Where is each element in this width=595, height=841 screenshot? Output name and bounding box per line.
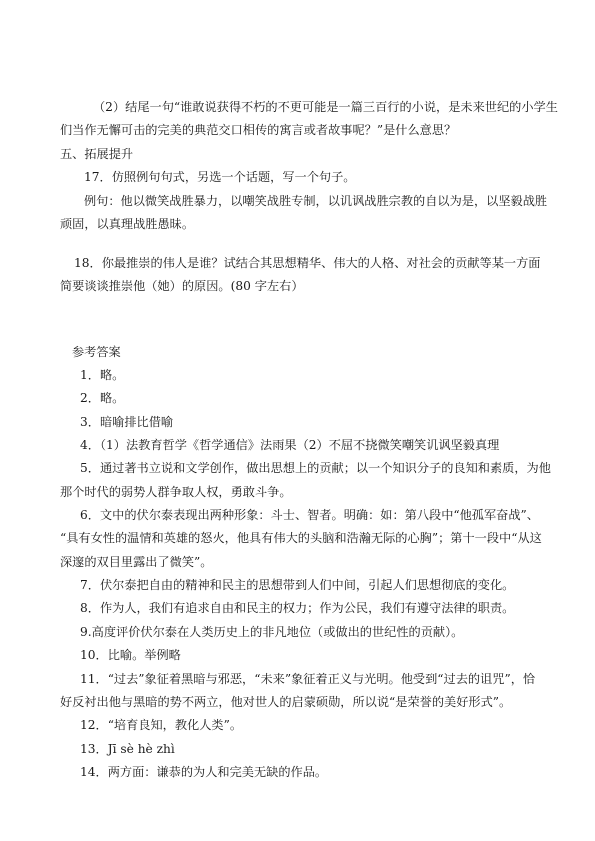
answer-6-line-3: 深邃的双目里露出了微笑”。 — [60, 555, 213, 569]
answer-10: 10．比喻。举例略 — [80, 648, 181, 662]
answer-12: 12．“培育良知，教化人类”。 — [80, 718, 243, 732]
section-5-title: 五、拓展提升 — [60, 147, 134, 161]
answers-title: 参考答案 — [72, 345, 121, 359]
question-18-line-2: 简要谈谈推崇他（她）的原因。(80 字左右） — [60, 279, 304, 293]
question-2-line-2: 们当作无懈可击的完美的典范交口相传的寓言或者故事呢？”是什么意思？ — [60, 123, 457, 137]
answer-3: 3．暗喻排比借喻 — [80, 415, 174, 429]
answer-13: 13．Jī sè hè zhì — [80, 742, 175, 756]
answer-9: 9.高度评价伏尔泰在人类历史上的非凡地位（或做出的世纪性的贡献）。 — [80, 625, 464, 639]
answer-11-line-2: 好反衬出他与黑暗的势不两立，他对世人的启蒙硕勋，所以说“是荣誉的美好形式”。 — [60, 695, 512, 709]
answer-6-line-1: 6．文中的伏尔泰表现出两种形象：斗士、智者。明确：如：第八段中“他孤军奋战”、 — [80, 508, 539, 522]
answer-11-line-1: 11．“过去”象征着黑暗与邪恶，“未来”象征着正义与光明。他受到“过去的诅咒”，恰 — [80, 672, 536, 686]
answer-7: 7．伏尔泰把自由的精神和民主的思想带到人们中间，引起人们思想彻底的变化。 — [80, 578, 515, 592]
example-line-2: 顽固，以真理战胜愚昧。 — [60, 217, 195, 231]
answer-5-line-2: 那个时代的弱势人群争取人权，勇敢斗争。 — [60, 485, 292, 499]
answer-8: 8．作为人，我们有追求自由和民主的权力；作为公民，我们有遵守法律的职责。 — [80, 601, 515, 615]
answer-6-line-2: “具有女性的温情和英雄的怒火，他具有伟大的头脑和浩瀚无际的心胸”；第十一段中“从这 — [60, 531, 542, 545]
answer-14: 14．两方面：谦恭的为人和完美无缺的作品。 — [80, 765, 328, 779]
answer-2: 2．略。 — [80, 391, 125, 405]
question-17: 17．仿照例句句式，另选一个话题，写一个句子。 — [84, 170, 356, 184]
answer-4: 4．（1）法教育哲学《哲学通信》法雨果（2）不屈不挠微笑嘲笑讥讽坚毅真理 — [80, 438, 500, 452]
question-18-line-1: 18．你最推崇的伟人是谁？试结合其思想精华、伟大的人格、对社会的贡献等某一方面 — [74, 256, 541, 270]
example-line-1: 例句：他以微笑战胜暴力，以嘲笑战胜专制，以讥讽战胜宗教的自以为是，以坚毅战胜 — [84, 194, 548, 208]
answer-5-line-1: 5．通过著书立说和文学创作，做出思想上的贡献；以一个知识分子的良知和素质，为他 — [80, 461, 551, 475]
answer-1: 1．略。 — [80, 368, 125, 382]
question-2-line-1: （2）结尾一句“谁敢说获得不朽的不更可能是一篇三百行的小说，是未来世纪的小学生 — [93, 100, 558, 114]
